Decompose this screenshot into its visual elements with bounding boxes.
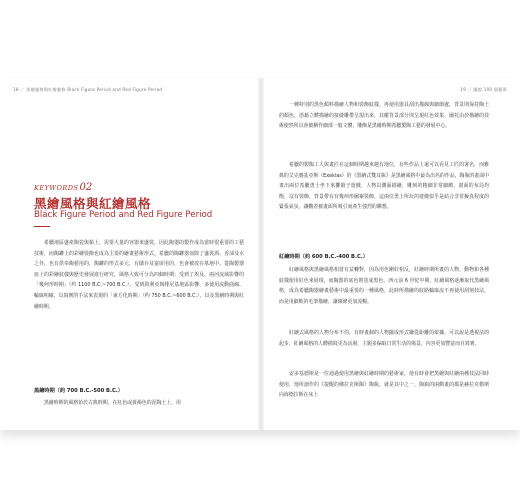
right-paragraph-1: 一種特別的黑色顏料描繪人物和裝飾紋樣，再使用器具刮出描線與細節處，背景則保持陶土的顏色，憑藉立體描繪的接縫雕帶呈現出來，其縱背景部分則呈現紅色效果，圖托由於描繪的技術使然所以會被稱作細部一般文體，雕飾是黑繪時期希臘製陶工藝的發展中心。	[279, 102, 489, 130]
keyword-line	[34, 182, 92, 193]
right-subheading-red-figure: 紅繪時期（約 600 B.C.-400 B.C.）	[279, 254, 368, 260]
right-paragraph-4: 紅繪式風格的人物分布不均，有時畫個的人物擺成形式嫌從距離的依據，可以說是透視法的起步，紅繪風格的人體描寫更為活潑，主題多偏取日常生活的場景，內容更加豐富而且寫實。	[279, 330, 489, 347]
keyword-number: 02	[79, 182, 93, 193]
book-gutter	[258, 78, 264, 430]
running-head-right: 19 ／ 圖說 100 個藝術	[460, 87, 507, 92]
right-paragraph-3: 紅繪風格與黑繪風格相當有益轉對，因為用色剛好相反，紅繪時期所畫的人物、動物和各種紋樣使用紅色來展現，而陶器的底色則塗成黑色。西元前 6 世紀中期，紅繪風格逐漸取代黑繪風格，成為希臘陶器繪畫藝術中最重要的一種風格，此時所描繪的紋路輪廓流不再使用刮刻技法，而是用細軟的毛筆描繪，讓線條更加流暢。	[279, 267, 489, 305]
running-head-left: 18 ／ 黑繪風格與紅繪風格 Black Figure Period and Red Figure Period	[13, 87, 163, 92]
left-paragraph-black-figure-start: 黑繪時期的風格始於古典時期，在紅色或黃褐色的泥陶土上，用	[44, 400, 181, 406]
chapter-title-english: Black Figure Period and Red Figure Period	[34, 210, 213, 220]
chapter-title-chinese: 黑繪風格與紅繪風格	[34, 196, 152, 211]
right-paragraph-5: 安多基德斯是一位通過使用黑繪與紅繪時期的藝術家，他有時會把黑繪與紅繪兩種技法同時使用，他所創作的《提醒的佛拉克斯陶》陶瓶，就是其中之一，陶瓶的兩側畫的都是赫拉克勒斯向海德拉斯在床上	[279, 371, 489, 399]
left-intro-paragraph: 希臘地區盛產陶瓷與黏土，需要大量的容器來盛裝，因此陶器的製作成為當時很重要的工藝技術，而陶罐上的彩繪裝飾也成為主要的繪畫藝術形式。希臘的陶罐器皿除了盛裝酒、香油及水之外，也有供奉陶藝用的，陶罐的形式多元，有儲存及宴席用的，也會被放在墓地中。從陶製器皿上的彩繪紋樣與歷史發展進行研究，風格大致可分為四個時期：受到了埃及、兩河流域影響的「幾何形時期」（约 1100 B.C.~700 B.C.）、受到敘利亞與腓尼基地區影響、多使用流動曲線、輪廓明確、以寫實的手法來表現的「東方化時期」（约 750 B.C.~600 B.C.），以及黑繪時期與紅繪時期。	[34, 240, 244, 310]
keyword-label: KEYWORDS	[34, 184, 79, 192]
right-paragraph-2: 希臘的製陶工人與畫匠在這個時期越來越有地位，有些作品上還可以看見工匠的署名，而雅典的艾克賽基亞斯（Exekias）的《黑繪式雙耳瓶》是黑繪風格中最為出名的作品，陶瓶的畫面中畫出兩位希臘勇士坐下來擲骰子遊戲，人物以側面描繪，雕刻的精細非常細緻，畫面的布局均衡，沒有裝飾，背景帶有有幾何形圖案裝飾，這兩位勇士所玩的遊戲似乎是結合非常擬真程度的緊張氣氛，讓觀者被畫面所吸引而產生強烈的聯想。	[279, 162, 489, 211]
left-subheading-black-figure: 黑繪時期（約 700 B.C.-500 B.C.）	[34, 388, 123, 394]
title-underline	[34, 226, 50, 227]
